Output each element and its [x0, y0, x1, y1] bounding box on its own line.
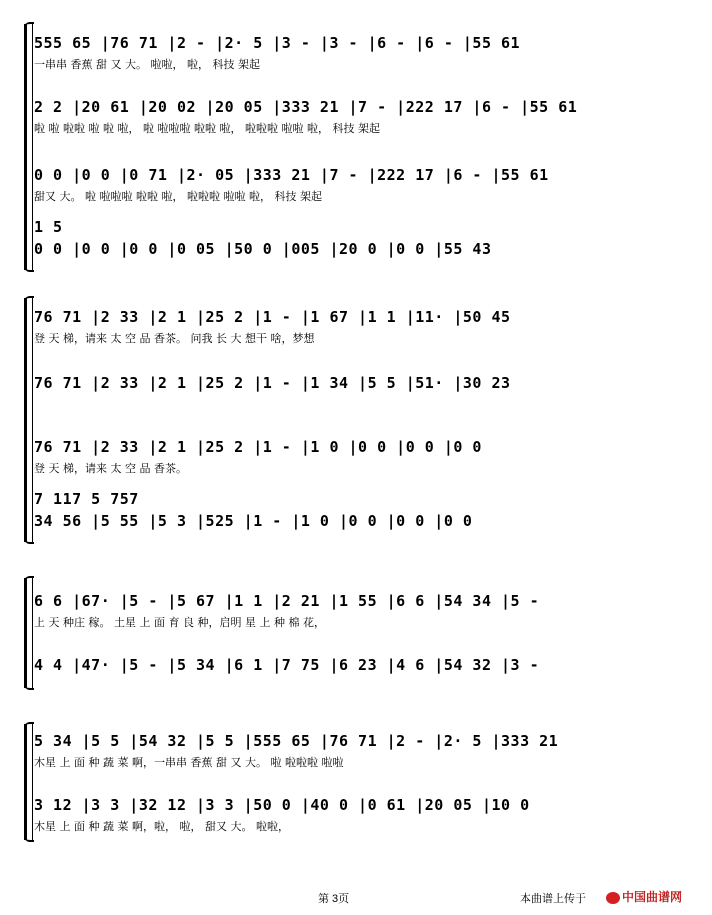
notation-line: 76 71 |2 33 |2 1 |25 2 |1 - |1 67 |1 1 |11· |50 45 [34, 308, 511, 326]
notation-line: 2 2 |20 61 |20 02 |20 05 |333 21 |7 - |222 17 |6 - |55 61 [34, 98, 578, 116]
notation-line: 6 6 |67· |5 - |5 67 |1 1 |2 21 |1 55 |6 6 |54 34 |5 - [34, 592, 540, 610]
voice-row-1 [34, 308, 694, 345]
site-logo[interactable] [606, 888, 682, 905]
voice-row-1 [34, 592, 694, 629]
voice-row-3 [34, 438, 694, 475]
system-barline [32, 724, 33, 840]
system-bracket [24, 24, 31, 270]
notation-line: 555 65 |76 71 |2 - |2· 5 |3 - |3 - |6 - |6 - |55 61 [34, 34, 521, 52]
voice-row-3 [34, 166, 694, 203]
lyric-line: 登 天 梯，请来 太 空 品 香茶。 [34, 462, 187, 475]
score-system-1 [0, 18, 712, 278]
page-footer [0, 888, 712, 908]
system-bracket [24, 578, 31, 688]
score-system-2 [0, 292, 712, 550]
system-bracket [24, 298, 31, 542]
system-barline [32, 298, 33, 542]
system-bracket [24, 724, 31, 840]
lyric-line: 啦 啦 啦啦 啦 啦 啦， 啦 啦啦啦 啦啦 啦， 啦啦啦 啦啦 啦， 科技 架起 [34, 122, 380, 135]
voice-row-2 [34, 374, 694, 400]
score-system-3 [0, 572, 712, 692]
score-system-4 [0, 718, 712, 848]
voice-row-2 [34, 796, 694, 833]
voice-row-2 [34, 98, 694, 135]
voice-row-2 [34, 656, 694, 682]
upload-note: 本曲谱上传于 [520, 893, 586, 905]
notation-line: 3 12 |3 3 |32 12 |3 3 |50 0 |40 0 |0 61 |20 05 |10 0 [34, 796, 530, 814]
lyric-line: 木星 上 面 种 蔬 菜 啊，啦， 啦， 甜又 大。 啦啦， [34, 820, 289, 833]
voice-row-4 [34, 512, 694, 538]
notation-line: 5 34 |5 5 |54 32 |5 5 |555 65 |76 71 |2 - |2· 5 |333 21 [34, 732, 559, 750]
lyric-line: 木星 上 面 种 蔬 菜 啊，一串串 香蕉 甜 又 大。 啦 啦啦啦 啦啦 [34, 756, 344, 769]
notation-line: 4 4 |47· |5 - |5 34 |6 1 |7 75 |6 23 |4 6 |54 32 |3 - [34, 656, 540, 674]
voice-row-1 [34, 34, 694, 71]
notation-line: 34 56 |5 55 |5 3 |525 |1 - |1 0 |0 0 |0 0 |0 0 [34, 512, 473, 530]
logo-icon [606, 892, 620, 904]
voice-row-1 [34, 732, 694, 769]
lyric-line: 上 天 种庄 稼。 土星 上 面 育 良 种，启明 星 上 种 棉 花， [34, 616, 325, 629]
page-number: 第 3页 [318, 893, 350, 905]
notation-line: 76 71 |2 33 |2 1 |25 2 |1 - |1 34 |5 5 |51· |30 23 [34, 374, 511, 392]
notation-line: 0 0 |0 0 |0 0 |0 05 |50 0 |005 |20 0 |0 0 |55 43 [34, 240, 492, 258]
lyric-line: 登 天 梯，请来 太 空 品 香茶。 问我 长 大 想干 啥，梦想 [34, 332, 315, 345]
notation-line: 76 71 |2 33 |2 1 |25 2 |1 - |1 0 |0 0 |0 0 |0 0 [34, 438, 482, 456]
voice-row-4 [34, 240, 694, 266]
upper-notes: 1 5 [34, 218, 63, 236]
system-barline [32, 578, 33, 688]
lyric-line: 甜又 大。 啦 啦啦啦 啦啦 啦， 啦啦啦 啦啦 啦， 科技 架起 [34, 190, 322, 203]
notation-line: 0 0 |0 0 |0 71 |2· 05 |333 21 |7 - |222 17 |6 - |55 61 [34, 166, 549, 184]
system-barline [32, 24, 33, 270]
lyric-line: 一串串 香蕉 甜 又 大。 啦啦， 啦， 科技 架起 [34, 58, 260, 71]
upper-notes: 7 117 5 757 [34, 490, 139, 508]
logo-brand: 中国曲谱网 [622, 890, 683, 904]
